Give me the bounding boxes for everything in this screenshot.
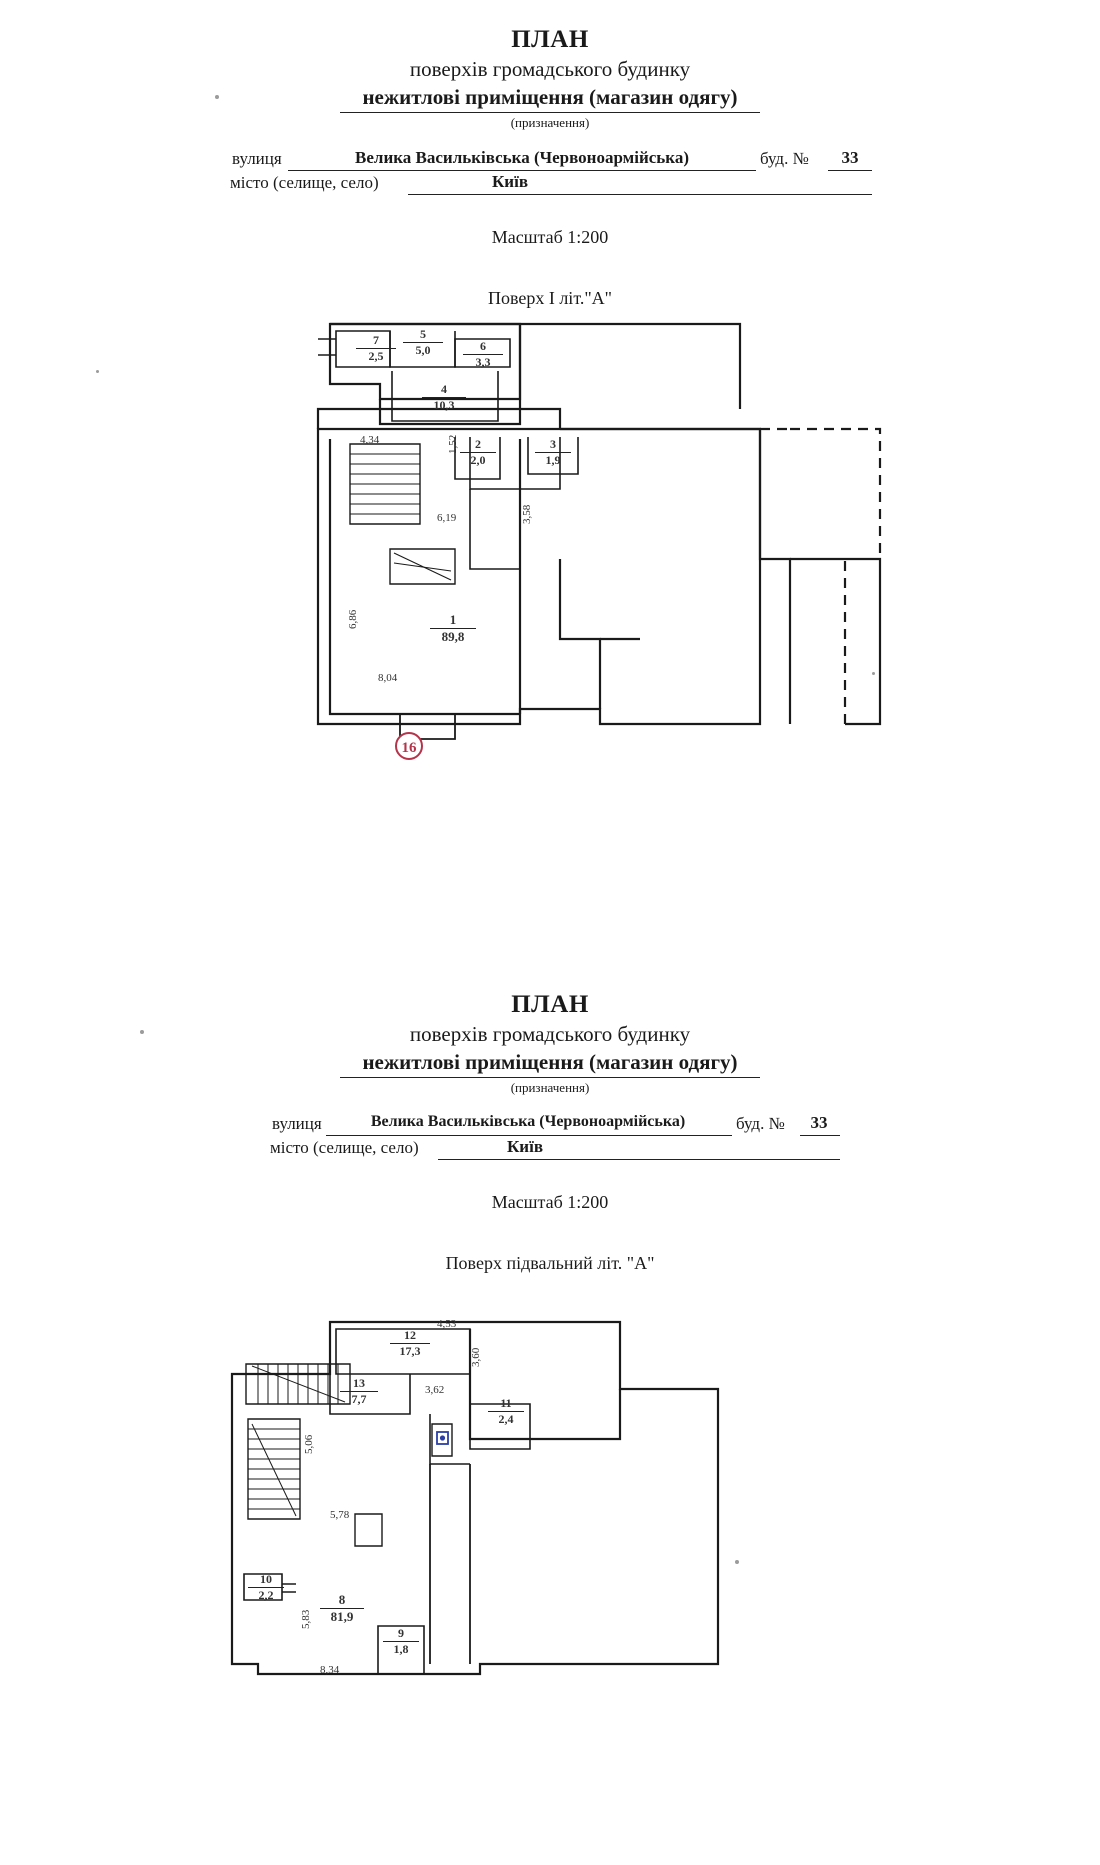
- room-label-9: 9 1,8: [383, 1626, 419, 1657]
- building-value-2: 33: [810, 1113, 828, 1132]
- dimension-6-19: 6,19: [437, 512, 457, 524]
- plan-marker-16: 16: [401, 740, 417, 756]
- purpose-text: нежитлові приміщення (магазин одягу): [362, 85, 738, 109]
- floor-plan-drawing-2: [0, 1274, 1100, 1694]
- street-label-2: вулиця: [272, 1114, 322, 1133]
- dimension-6-86: 6,86: [347, 609, 359, 629]
- dimension-4-53: 4,53: [437, 1318, 457, 1330]
- address-block-2: [270, 1112, 830, 1166]
- dimension-3-62: 3,62: [425, 1384, 445, 1396]
- purpose-note: (призначення): [510, 115, 590, 130]
- page-title: ПЛАН: [511, 26, 589, 53]
- dimension-5-83: 5,83: [300, 1609, 312, 1629]
- page-subtitle: поверхів громадського будинку: [409, 57, 691, 81]
- room-label-5: 5 5,0: [403, 327, 443, 358]
- room-label-2: 2 2,0: [460, 437, 496, 468]
- page-subtitle-2: поверхів громадського будинку: [409, 1022, 691, 1046]
- floor-plan-drawing-1: [0, 309, 1100, 809]
- city-label-2: місто (селище, село): [270, 1138, 419, 1157]
- scale-text: Масштаб 1:200: [491, 227, 609, 247]
- street-underline: [288, 170, 756, 171]
- room-label-12: 12 17,3: [390, 1328, 430, 1359]
- floor-plan-svg-2: [0, 1274, 1100, 1694]
- city-underline-2: [438, 1159, 840, 1160]
- floor-text: Поверх I літ."А": [487, 288, 613, 308]
- room-label-11: 11 2,4: [488, 1396, 524, 1427]
- dimension-5-06: 5,06: [303, 1434, 315, 1454]
- dimension-5-78: 5,78: [330, 1509, 350, 1521]
- city-value: Київ: [491, 172, 529, 191]
- room-label-6: 6 3,3: [463, 339, 503, 370]
- dimension-8-34: 8,34: [320, 1664, 340, 1676]
- room-label-7: 7 2,5: [356, 333, 396, 364]
- street-underline-2: [326, 1135, 732, 1136]
- room-label-3: 3 1,9: [535, 437, 571, 468]
- room-label-13: 13 7,7: [340, 1376, 378, 1407]
- dimension-4-34: 4,34: [360, 434, 380, 446]
- building-underline-2: [800, 1135, 840, 1136]
- dimension-3-58: 3,58: [521, 504, 533, 524]
- city-underline: [408, 194, 872, 195]
- city-label: місто (селище, село): [230, 173, 379, 192]
- page-title-2: ПЛАН: [511, 991, 589, 1018]
- city-value-2: Київ: [506, 1137, 544, 1156]
- plan-sheet-basement: [0, 965, 1100, 1694]
- street-label: вулиця: [232, 149, 282, 168]
- street-value: Велика Васильківська (Червоноармійська): [355, 148, 689, 167]
- address-block: [230, 147, 870, 201]
- building-underline: [828, 170, 872, 171]
- dimension-1-52: 1,52: [447, 434, 459, 454]
- room-label-8: 8 81,9: [320, 1592, 364, 1625]
- purpose-text-2: нежитлові приміщення (магазин одягу): [362, 1050, 738, 1074]
- purpose-note-2: (призначення): [510, 1080, 590, 1095]
- dimension-3-60: 3,60: [470, 1347, 482, 1367]
- floor-plan-svg-1: [0, 309, 1100, 809]
- building-value: 33: [841, 148, 859, 167]
- room-label-10: 10 2,2: [248, 1572, 284, 1603]
- scale-text-2: Масштаб 1:200: [491, 1192, 609, 1212]
- purpose-underline-2: [340, 1077, 760, 1078]
- room-label-1: 1 89,8: [430, 612, 476, 645]
- sheet-heading: [0, 0, 1100, 131]
- dimension-8-04: 8,04: [378, 672, 398, 684]
- floor-text-2: Поверх підвальний літ. "А": [445, 1253, 655, 1273]
- street-value-2: Велика Васильківська (Червоноармійська): [370, 1113, 686, 1130]
- building-label-2: буд. №: [736, 1114, 785, 1133]
- building-label: буд. №: [760, 149, 809, 168]
- plan-sheet-floor-1: [0, 0, 1100, 809]
- purpose-underline: [340, 112, 760, 113]
- room-label-4: 4 10,3: [422, 382, 466, 413]
- sheet-heading-2: [0, 965, 1100, 1096]
